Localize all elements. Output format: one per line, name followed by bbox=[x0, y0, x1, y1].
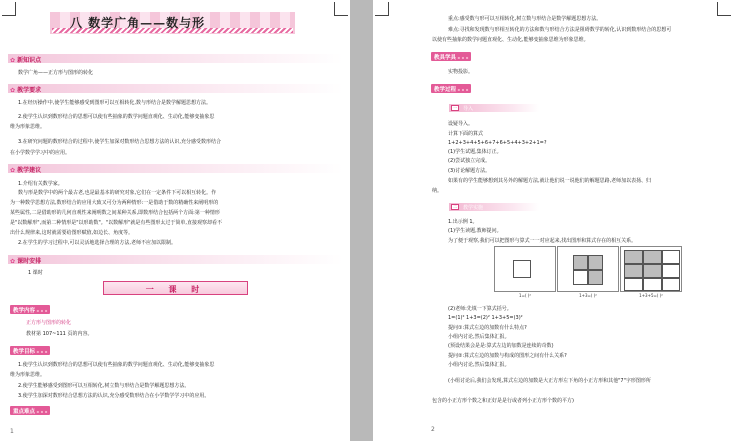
text-line: 2.使学生能够感受到图形可以互相转化,树立数与形结合是数学解题思想方法。 bbox=[18, 383, 190, 389]
square-cell bbox=[643, 278, 662, 291]
text-line: 以使有些抽象的数学问题直观化、生动化,能够变抽象思维为形象思维。 bbox=[432, 37, 589, 43]
text-line: 提问②:算式左边的加数与构成的图形之间有什么关系? bbox=[448, 353, 567, 359]
label-teaching-process: 教学过程 ▪ ▪ ▪ bbox=[431, 84, 471, 93]
text-line: 1.在经历操作中,使学生能够感受到图形可以互相转化,数与形结合是数学解题思想方法。 bbox=[18, 100, 211, 106]
text-line: 1 课时 bbox=[28, 270, 43, 276]
text-line: 提问①:算式左边的加数有什么特点? bbox=[448, 325, 527, 331]
square-cell bbox=[573, 255, 588, 270]
square-cell bbox=[643, 264, 662, 278]
lesson-banner bbox=[103, 281, 248, 295]
lesson-title: 一 课 时 bbox=[145, 285, 206, 294]
square-cell bbox=[588, 270, 603, 285]
section-header-requirements bbox=[8, 84, 343, 93]
phase-bar-intro bbox=[449, 104, 539, 112]
text-line: 3.使学生加深对数形结合思想方法的认识,充分感受数形结合在小学数学学习中的应用。 bbox=[18, 393, 210, 399]
text-line: 是"以数解形",而第二种情形是"以形助数"。"以数解形"就是有些图形太过于简单,直接观察却看不 bbox=[10, 220, 222, 226]
section-title: ✿ 教学建议 bbox=[10, 165, 41, 174]
crop-mark bbox=[375, 2, 389, 16]
section-header-schedule bbox=[8, 255, 343, 264]
text-line: 正方形与图形的转化 bbox=[26, 320, 72, 326]
section-header-suggestions bbox=[8, 164, 343, 173]
text-line: 数与形是数学中的两个最古老,也是最基本的研究对象,它们在一定条件下可以相互转化。作 bbox=[18, 190, 217, 196]
label-teaching-goals: 教学目标 ▪ ▪ ▪ bbox=[10, 346, 50, 355]
text-line: 教材第 107~111 页的内容。 bbox=[26, 331, 93, 337]
section-title: ✿ 课时安排 bbox=[10, 256, 41, 265]
square-cell bbox=[588, 255, 603, 270]
text-line: 某些属性,二是借助形的几何直观性来阐明数之间某种关系,即数形结合包括两个方面:第一种情形 bbox=[10, 210, 220, 216]
crop-mark bbox=[717, 2, 731, 16]
text-line: 1.使学生认识到数形结合的思想可以使有些抽象的数学问题直观化、生动化,能够变抽象思 bbox=[18, 362, 215, 368]
text-line: (2)老师:先填一下算式括号。 bbox=[448, 306, 512, 312]
figure-1-square bbox=[494, 246, 556, 292]
chapter-title: 八 数学广角——数与形 bbox=[70, 16, 206, 30]
text-line: 小组内讨论,然后集体汇报。 bbox=[448, 334, 510, 340]
section-header-new-knowledge bbox=[8, 54, 343, 63]
text-line: 设疑导入。 bbox=[448, 121, 474, 127]
text-line: 为了便于观察,我们可以把图形与算式一一对应起来,找出图形和算式存在的相互关系。 bbox=[448, 238, 637, 244]
square-cell bbox=[662, 250, 680, 264]
phase-title: 教学实施 bbox=[463, 205, 484, 211]
text-line: 2.在学生的学习过程中,可以灵活地选择合理的方法,老师不应加以限制。 bbox=[18, 240, 176, 246]
square-cell bbox=[513, 260, 531, 278]
text-line: (预设结果会是是:算式左边的加数是连续的奇数) bbox=[448, 343, 554, 349]
square-figures bbox=[494, 246, 682, 298]
square-cell bbox=[624, 250, 643, 264]
page-number: 1 bbox=[10, 428, 14, 435]
text-line: 重点:感受数与形可以互相转化,树立数与形结合是数学解题思想方法。 bbox=[448, 16, 602, 22]
document-page-1 bbox=[0, 0, 350, 441]
page-number: 2 bbox=[431, 426, 435, 433]
text-line: 维为形象思维。 bbox=[10, 372, 46, 378]
phase-number: 二 bbox=[453, 204, 457, 209]
phase-bar-teaching bbox=[449, 203, 539, 211]
page-gap bbox=[350, 0, 373, 441]
square-cell bbox=[624, 278, 643, 291]
section-title: ✿ 新知识点 bbox=[10, 55, 41, 64]
text-line: 2.使学生认识到数形结合的思想可以使有些抽象的数学问题直观化、生动化,能够变抽象思 bbox=[18, 114, 215, 120]
figure-caption: 1+3+5=( )² bbox=[639, 293, 663, 298]
text-line: 为一种数学思想方法,数形结合的应用大致又可分为两种情形:一是借助于数的精确性来阐明形的 bbox=[10, 200, 219, 206]
square-cell bbox=[643, 250, 662, 264]
text-line: 维为形象思维。 bbox=[10, 124, 46, 130]
figure-caption: 1=( )² bbox=[519, 293, 531, 298]
square-cell bbox=[624, 264, 643, 278]
square-cell bbox=[662, 278, 680, 291]
figure-3x3-square bbox=[620, 246, 682, 292]
text-line: 出什么规律来,这时就需要给图形赋值,如边长、角度等。 bbox=[10, 230, 134, 236]
text-line: 实物投影。 bbox=[448, 69, 474, 75]
text-line: 计算下面的算式 bbox=[448, 131, 484, 137]
phase-title: 导入 bbox=[463, 106, 474, 112]
text-line: 在小学数学学习中的应用。 bbox=[10, 150, 71, 156]
text-line: 3.在研究问题的数形结合的过程中,使学生加深对数形结合思想方法的认识,充分感受数形结合 bbox=[18, 139, 221, 145]
text-line: (1)学生试题,集体订正。 bbox=[448, 149, 502, 155]
crop-mark bbox=[334, 2, 348, 16]
text-line: 1.介绍有关数学家。 bbox=[18, 181, 63, 187]
text-line: (1)学生读题,教师提问。 bbox=[448, 228, 502, 234]
text-line: 纳。 bbox=[432, 188, 443, 194]
square-cell bbox=[573, 270, 588, 285]
text-line: 包含的小正方形个数之和正好是是行或者列小正方形个数的平方) bbox=[432, 398, 574, 404]
text-line: (3)讨论解题方法。 bbox=[448, 168, 491, 174]
phase-number: 一 bbox=[453, 105, 457, 110]
section-title: ✿ 教学要求 bbox=[10, 85, 41, 94]
text-line: (2)尝试独立完成。 bbox=[448, 158, 491, 164]
document-page-2 bbox=[373, 0, 733, 441]
figure-2x2-square bbox=[557, 246, 619, 292]
figure-caption: 1+3=( )² bbox=[579, 293, 597, 298]
label-key-points: 重点难点 ▪ ▪ ▪ bbox=[10, 406, 50, 415]
text-line: 如果有的学生能够想到其另外的解题方法,就让他们说一说他们的解题思路,老师加以表扬、归 bbox=[448, 178, 652, 184]
text-line: 1.出示例 1。 bbox=[448, 219, 478, 225]
label-teaching-aids: 教具学具 ▪ ▪ ▪ bbox=[431, 52, 471, 61]
label-teaching-content: 教学内容 ▪ ▪ ▪ bbox=[10, 305, 50, 314]
text-line: (小组讨论后,我们会发现,算式左边的加数是大正方形左下角的小正方形和其他"7"字形图形所 bbox=[448, 378, 651, 384]
square-cell bbox=[662, 264, 680, 278]
text-line: 1=(1)² 1+3=(2)² 1+3+5=(3)² bbox=[448, 315, 523, 321]
text-line: 1+2+3+4+5+6+7+6+5+4+3+2+1=? bbox=[448, 140, 547, 146]
text-line: 小组内讨论,然后集体汇报。 bbox=[448, 362, 510, 368]
text-line: 难点:寻找和发现数与形相互转化的方法和数与形结合方法是阻碍数学的转化,认识到数形结合的思想可 bbox=[448, 27, 672, 33]
text-line: 数学广角——正方形与图形的转化 bbox=[18, 70, 94, 76]
crop-mark bbox=[2, 2, 16, 16]
